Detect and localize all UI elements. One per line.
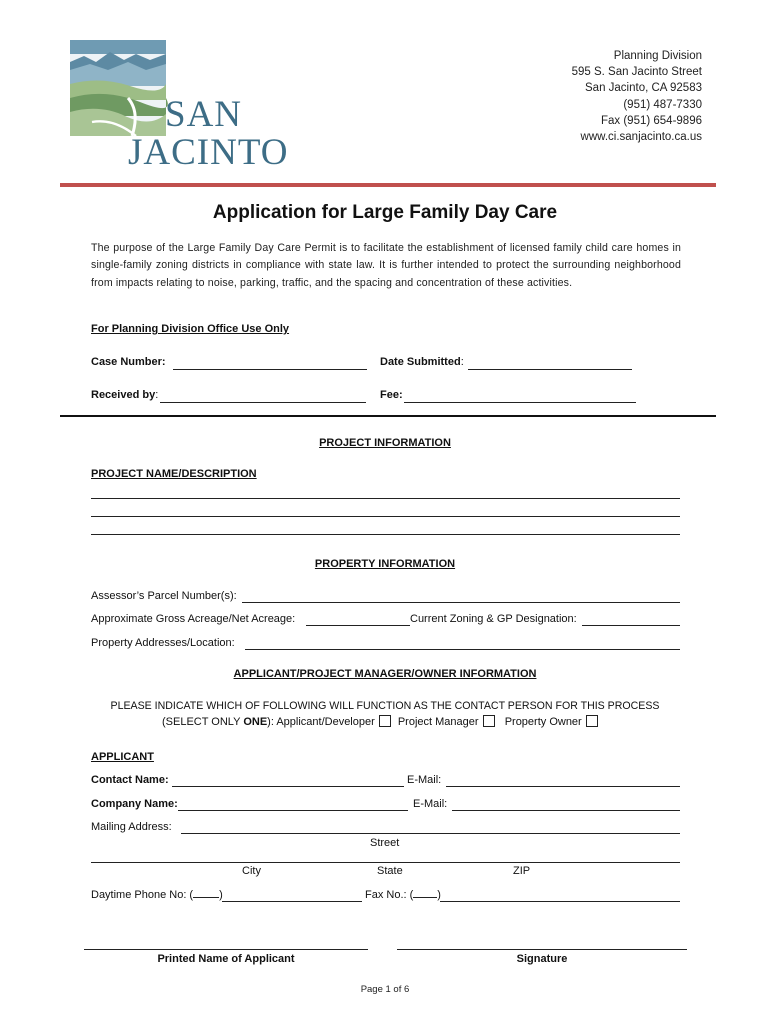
fax-label: Fax No.: ( ): [365, 889, 441, 901]
case-number-field[interactable]: [173, 369, 367, 370]
parcel-number-field[interactable]: [242, 602, 680, 603]
zoning-field[interactable]: [582, 625, 680, 626]
contact-name-label: Contact Name:: [91, 774, 169, 786]
property-information-heading: PROPERTY INFORMATION: [314, 558, 456, 570]
office-use-heading: For Planning Division Office Use Only: [91, 323, 290, 335]
acreage-field[interactable]: [306, 625, 410, 626]
contact-name-field[interactable]: [172, 786, 404, 787]
form-title: Application for Large Family Day Care: [212, 202, 558, 223]
city-state-zip: San Jacinto, CA 92583: [585, 82, 702, 95]
fax-number: Fax (951) 654-9896: [600, 114, 702, 127]
email-label-1: E-Mail:: [407, 774, 442, 786]
signature-caption: Signature: [516, 953, 568, 965]
email-field-2[interactable]: [452, 810, 680, 811]
property-owner-option-label: Property Owner: [504, 716, 582, 728]
section-divider: [60, 415, 716, 417]
state-caption: State: [377, 865, 403, 877]
applicant-heading: APPLICANT: [91, 751, 154, 763]
acreage-label: Approximate Gross Acreage/Net Acreage:: [91, 613, 296, 625]
daytime-phone-label: Daytime Phone No: ( ): [91, 889, 223, 901]
zip-caption: ZIP: [513, 865, 531, 877]
date-submitted-field[interactable]: [468, 369, 632, 370]
mailing-address-label: Mailing Address:: [91, 821, 172, 833]
fax-field[interactable]: [440, 901, 680, 902]
project-description-line-3[interactable]: [91, 534, 680, 535]
city-caption: City: [242, 865, 261, 877]
daytime-phone-field[interactable]: [222, 901, 362, 902]
parcel-number-label: Assessor’s Parcel Number(s):: [91, 590, 237, 602]
contact-person-instruction: PLEASE INDICATE WHICH OF FOLLOWING WILL FUNCTION AS THE CONTACT PERSON FOR THIS PROCESS: [110, 700, 660, 712]
header-divider: [60, 183, 716, 187]
logo-wordmark-san: SAN: [165, 94, 243, 135]
case-number-label: Case Number:: [91, 356, 166, 368]
office-contact-block: [572, 48, 702, 145]
page-number: Page 1 of 6: [360, 984, 410, 995]
email-label-2: E-Mail:: [413, 798, 448, 810]
project-information-heading: PROJECT INFORMATION: [319, 437, 451, 449]
applicant-developer-checkbox[interactable]: [379, 715, 391, 727]
email-field-1[interactable]: [446, 786, 680, 787]
company-name-label: Company Name:: [91, 798, 178, 810]
zoning-label: Current Zoning & GP Designation:: [410, 613, 577, 625]
street-caption: Street: [370, 837, 400, 849]
mailing-street-field[interactable]: [181, 833, 680, 834]
printed-name-field[interactable]: [84, 949, 368, 950]
fee-field[interactable]: [404, 402, 636, 403]
project-name-description-label: PROJECT NAME/DESCRIPTION: [91, 468, 257, 480]
city-state-zip-field[interactable]: [91, 862, 680, 863]
project-description-line-2[interactable]: [91, 516, 680, 517]
received-by-label: Received by:: [91, 389, 159, 401]
purpose-paragraph: The purpose of the Large Family Day Care Permit is to facilitate the establishment of licensed family child care homes in single-family zoning districts in compliance with state law. It is further intended to protect the surrounding neighborhood from impacts relating to noise, parking, traffic, and the spacing and concentration of these activities.: [91, 242, 681, 289]
signature-field[interactable]: [397, 949, 687, 950]
property-address-label: Property Addresses/Location:: [91, 637, 235, 649]
fee-label: Fee:: [380, 389, 403, 401]
property-owner-checkbox[interactable]: [586, 715, 598, 727]
contact-person-selector: (SELECT ONLY ONE): Applicant/Developer Project Manager Property Owner: [162, 715, 602, 728]
printed-name-caption: Printed Name of Applicant: [157, 953, 295, 965]
phone-number: (951) 487-7330: [623, 98, 702, 111]
date-submitted-label: Date Submitted:: [380, 356, 464, 368]
project-manager-option-label: Project Manager: [397, 716, 479, 728]
website-link[interactable]: www.ci.sanjacinto.ca.us: [580, 131, 702, 144]
project-manager-checkbox[interactable]: [483, 715, 495, 727]
property-address-field[interactable]: [245, 649, 680, 650]
street-address: 595 S. San Jacinto Street: [571, 66, 702, 79]
received-by-field[interactable]: [160, 402, 366, 403]
company-name-field[interactable]: [178, 810, 408, 811]
logo-wordmark-jacinto: JACINTO: [128, 132, 289, 173]
project-description-line-1[interactable]: [91, 498, 680, 499]
division-name: Planning Division: [613, 50, 702, 62]
applicant-owner-heading: APPLICANT/PROJECT MANAGER/OWNER INFORMATION: [233, 668, 537, 680]
